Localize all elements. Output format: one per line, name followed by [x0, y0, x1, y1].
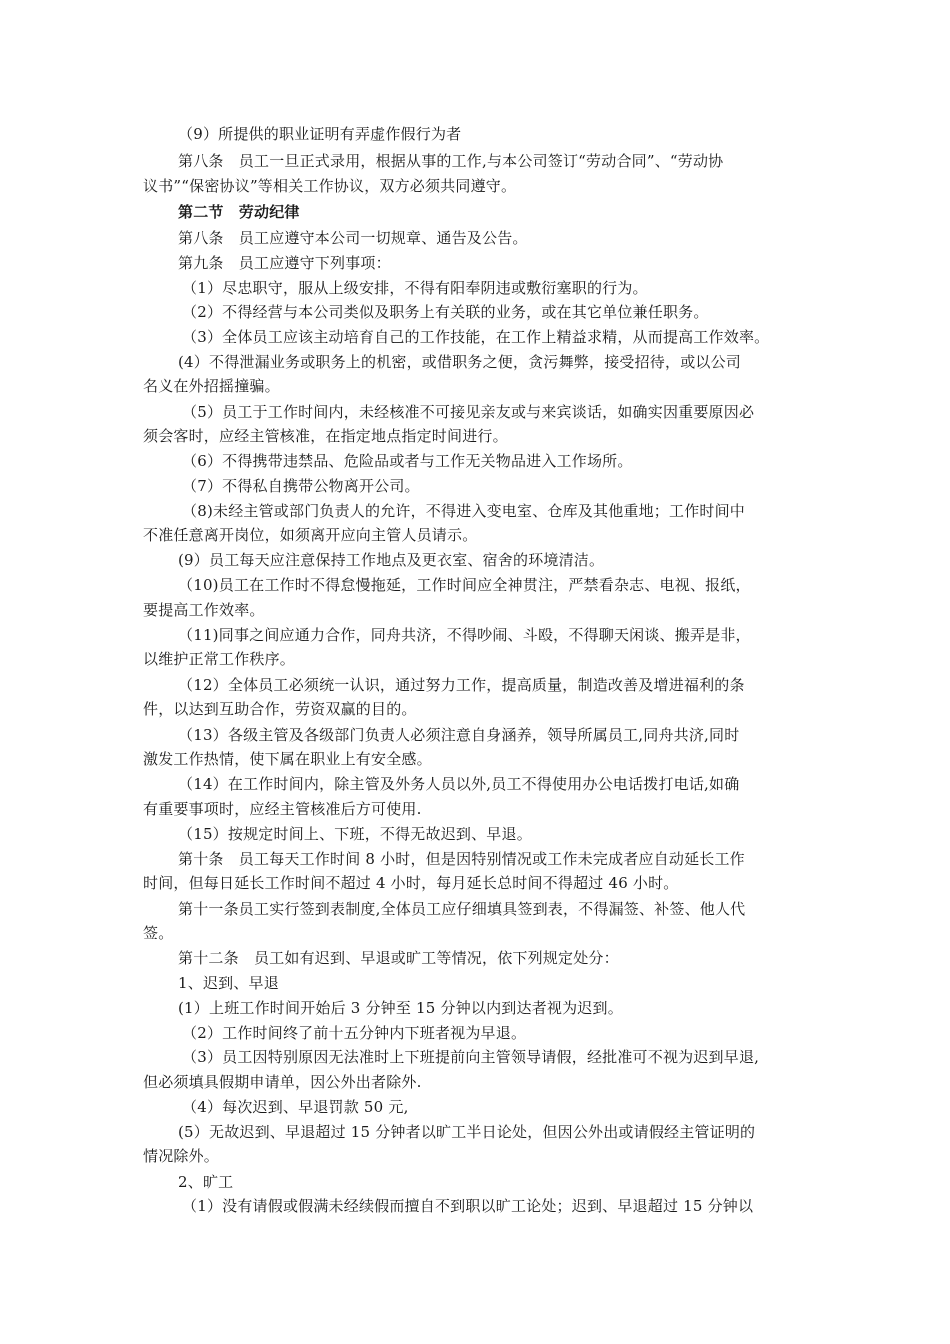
text-line: （10)员工在工作时不得怠慢拖延，工作时间应全神贯注，严禁看杂志、电视、报纸， — [178, 576, 751, 594]
text-line: （2）不得经营与本公司类似及职务上有关联的业务，或在其它单位兼任职务。 — [182, 303, 709, 321]
text-line: 情况除外。 — [143, 1147, 220, 1165]
text-line: （7）不得私自携带公物离开公司。 — [182, 477, 420, 495]
text-line: （9）所提供的职业证明有弄虚作假行为者 — [178, 125, 462, 143]
text-line: 不准任意离开岗位，如须离开应向主管人员请示。 — [143, 526, 478, 544]
text-line: （8)未经主管或部门负责人的允许，不得进入变电室、仓库及其他重地；工作时间中 — [182, 502, 745, 520]
text-line: 2、旷工 — [178, 1173, 234, 1191]
text-line: 名义在外招摇撞骗。 — [143, 377, 280, 395]
text-line: 有重要事项时，应经主管核准后方可使用. — [143, 800, 422, 818]
text-line: （13）各级主管及各级部门负责人必须注意自身涵养，领导所属员工,同舟共济,同时 — [178, 726, 740, 744]
text-line: 议书”“保密协议”等相关工作协议，双方必须共同遵守。 — [143, 177, 517, 195]
text-line: （3）全体员工应该主动培育自己的工作技能，在工作上精益求精，从而提高工作效率。 — [182, 328, 770, 346]
text-line: （14）在工作时间内，除主管及外务人员以外,员工不得使用办公电话拨打电话,如确 — [178, 775, 740, 793]
text-line: 要提高工作效率。 — [143, 601, 265, 619]
text-line: 第十条 员工每天工作时间 8 小时，但是因特别情况或工作未完成者应自动延长工作 — [178, 850, 745, 868]
text-line: 时间，但每日延长工作时间不超过 4 小时，每月延长总时间不得超过 46 小时。 — [143, 874, 679, 892]
section-heading: 第二节 劳动纪律 — [178, 203, 300, 221]
text-line: 但必须填具假期申请单，因公外出者除外. — [143, 1073, 422, 1091]
text-line: 签。 — [143, 924, 174, 942]
text-line: （6）不得携带违禁品、危险品或者与工作无关物品进入工作场所。 — [182, 452, 633, 470]
text-line: (4）不得泄漏业务或职务上的机密，或借职务之便，贪污舞弊，接受招待，或以公司 — [178, 353, 741, 371]
text-line: （1）没有请假或假满未经续假而擅自不到职以旷工论处；迟到、早退超过 15 分钟以 — [182, 1197, 754, 1215]
text-line: 激发工作热情，使下属在职业上有安全感。 — [143, 750, 432, 768]
text-line: 第八条 员工应遵守本公司一切规章、通告及公告。 — [178, 229, 528, 247]
text-line: 须会客时，应经主管核准，在指定地点指定时间进行。 — [143, 427, 508, 445]
text-line: 第十一条员工实行签到表制度,全体员工应仔细填具签到表，不得漏签、补签、他人代 — [178, 900, 746, 918]
text-line: （5）员工于工作时间内，未经核准不可接见亲友或与来宾谈话，如确实因重要原因必 — [182, 403, 755, 421]
text-line: （2）工作时间终了前十五分钟内下班者视为早退。 — [182, 1024, 527, 1042]
text-line: （1）尽忠职守，服从上级安排，不得有阳奉阴违或敷衍塞职的行为。 — [182, 279, 648, 297]
text-line: （3）员工因特别原因无法准时上下班提前向主管领导请假，经批准可不视为迟到早退, — [182, 1048, 760, 1066]
text-line: （12）全体员工必须统一认识，通过努力工作，提高质量，制造改善及增进福利的条 — [178, 676, 745, 694]
text-line: (1）上班工作时间开始后 3 分钟至 15 分钟以内到达者视为迟到。 — [178, 999, 623, 1017]
text-line: 以维护正常工作秩序。 — [143, 650, 296, 668]
text-line: 第九条 员工应遵守下列事项： — [178, 254, 391, 272]
text-line: （4）每次迟到、早退罚款 50 元, — [182, 1098, 409, 1116]
text-line: (5）无故迟到、早退超过 15 分钟者以旷工半日论处，但因公外出或请假经主管证明的 — [178, 1123, 756, 1141]
text-line: (9）员工每天应注意保持工作地点及更衣室、宿舍的环境清洁。 — [178, 551, 605, 569]
text-line: （15）按规定时间上、下班，不得无故迟到、早退。 — [178, 825, 532, 843]
text-line: 件，以达到互助合作，劳资双赢的目的。 — [143, 700, 417, 718]
text-line: 第十二条 员工如有迟到、早退或旷工等情况，依下列规定处分： — [178, 949, 619, 967]
text-line: 第八条 员工一旦正式录用，根据从事的工作,与本公司签订“劳动合同”、“劳动协 — [178, 152, 724, 170]
text-line: 1、迟到、早退 — [178, 974, 279, 992]
text-line: （11)同事之间应通力合作，同舟共济，不得吵闹、斗殴，不得聊天闲谈、搬弄是非， — [178, 626, 751, 644]
